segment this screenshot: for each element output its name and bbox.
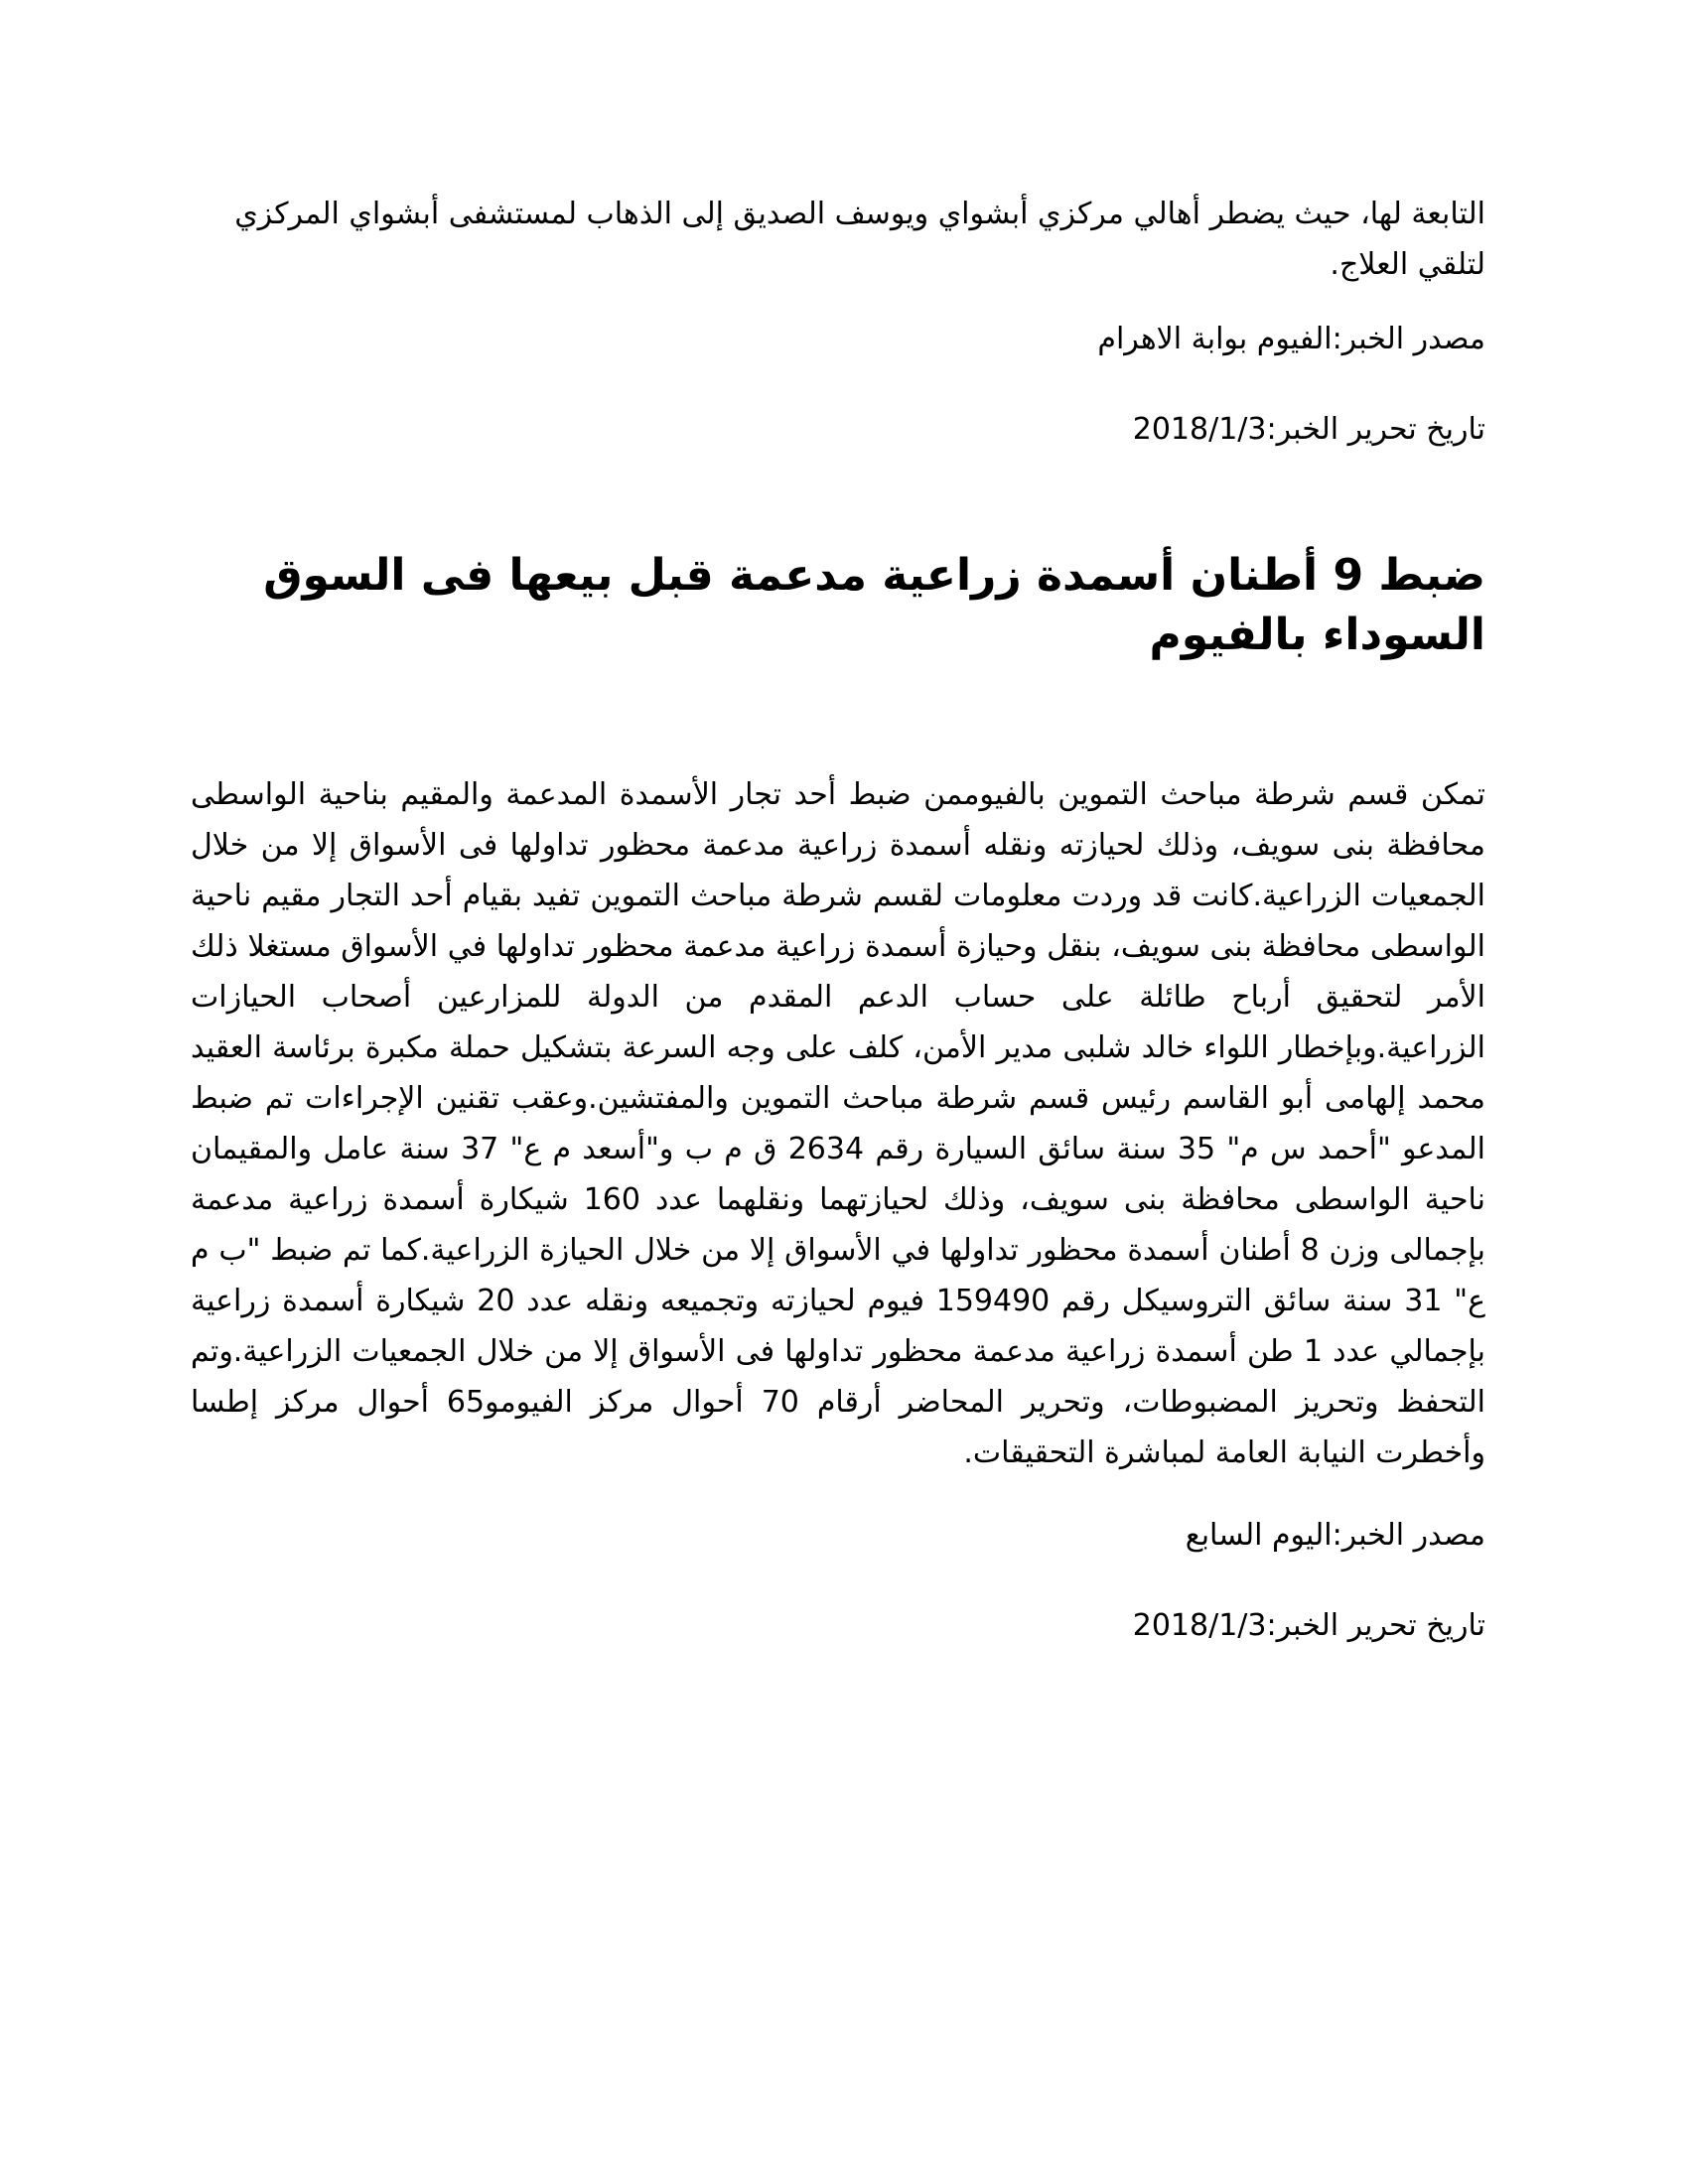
article1-body: التابعة لها، حيث يضطر أهالي مركزي أبشواي ويوسف الصديق إلى الذهاب لمستشفى أبشواي المركزي لتلقي العلاج.: [234, 197, 1485, 282]
source-label: مصدر الخبر:: [1332, 322, 1485, 356]
date-label: تاريخ تحرير الخبر:: [1266, 412, 1485, 447]
date-label: تاريخ تحرير الخبر:: [1266, 1608, 1485, 1643]
article2-title: ضبط 9 أطنان أسمدة زراعية مدعمة قبل بيعها فى السوق السوداء بالفيوم: [263, 550, 1485, 660]
date-value: 2018/1/3: [1132, 412, 1267, 447]
source-value: اليوم السابع: [1185, 1518, 1333, 1553]
source-label: مصدر الخبر:: [1332, 1518, 1485, 1553]
article2-source: [191, 1510, 1485, 1561]
source-value: الفيوم بوابة الاهرام: [1097, 322, 1333, 356]
document-page: [191, 189, 1485, 1651]
article1-date: [191, 404, 1485, 455]
date-value: 2018/1/3: [1132, 1608, 1267, 1643]
article1-source: [191, 314, 1485, 364]
article2-date: [191, 1600, 1485, 1651]
article2-body: تمكن قسم شرطة مباحث التموين بالفيوممن ضبط أحد تجار الأسمدة المدعمة والمقيم بناحية الواسطى محافظة بنى سويف، وذلك لحيازته ونقله أسمدة زراعية مدعمة محظور تداولها فى الأسواق إلا من خلال الجمعيات الزراعية.كانت قد وردت معلومات لقسم شرطة مباحث التموين تفيد بقيام أحد التجار مقيم ناحية الواسطى محافظة بنى سويف، بنقل وحيازة أسمدة زراعية مدعمة محظور تداولها في الأسواق مستغلا ذلك الأمر لتحقيق أرباح طائلة على حساب الدعم المقدم من الدولة للمزارعين أصحاب الحيازات الزراعية.وبإخطار اللواء خالد شلبى مدير الأمن، كلف على وجه السرعة بتشكيل حملة مكبرة برئاسة العقيد محمد إلهامى أبو القاسم رئيس قسم شرطة مباحث التموين والمفتشين.وعقب تقنين الإجراءات تم ضبط المدعو "أحمد س م" 35 سنة سائق السيارة رقم 2634 ق م ب و"أسعد م ع" 37 سنة عامل والمقيمان ناحية الواسطى محافظة بنى سويف، وذلك لحيازتهما ونقلهما عدد 160 شيكارة أسمدة زراعية مدعمة بإجمالى وزن 8 أطنان أسمدة محظور تداولها في الأسواق إلا من خلال الحيازة الزراعية.كما تم ضبط "ب م ع" 31 سنة سائق التروسيكل رقم 159490 فيوم لحيازته وتجميعه ونقله عدد 20 شيكارة أسمدة زراعية بإجمالي عدد 1 طن أسمدة زراعية مدعمة محظور تداولها فى الأسواق إلا من خلال الجمعيات الزراعية.وتم التحفظ وتحريز المضبوطات، وتحرير المحاضر أرقام 70 أحوال مركز الفيومو65 أحوال مركز إطسا وأخطرت النيابة العامة لمباشرة التحقيقات.: [191, 777, 1486, 1470]
